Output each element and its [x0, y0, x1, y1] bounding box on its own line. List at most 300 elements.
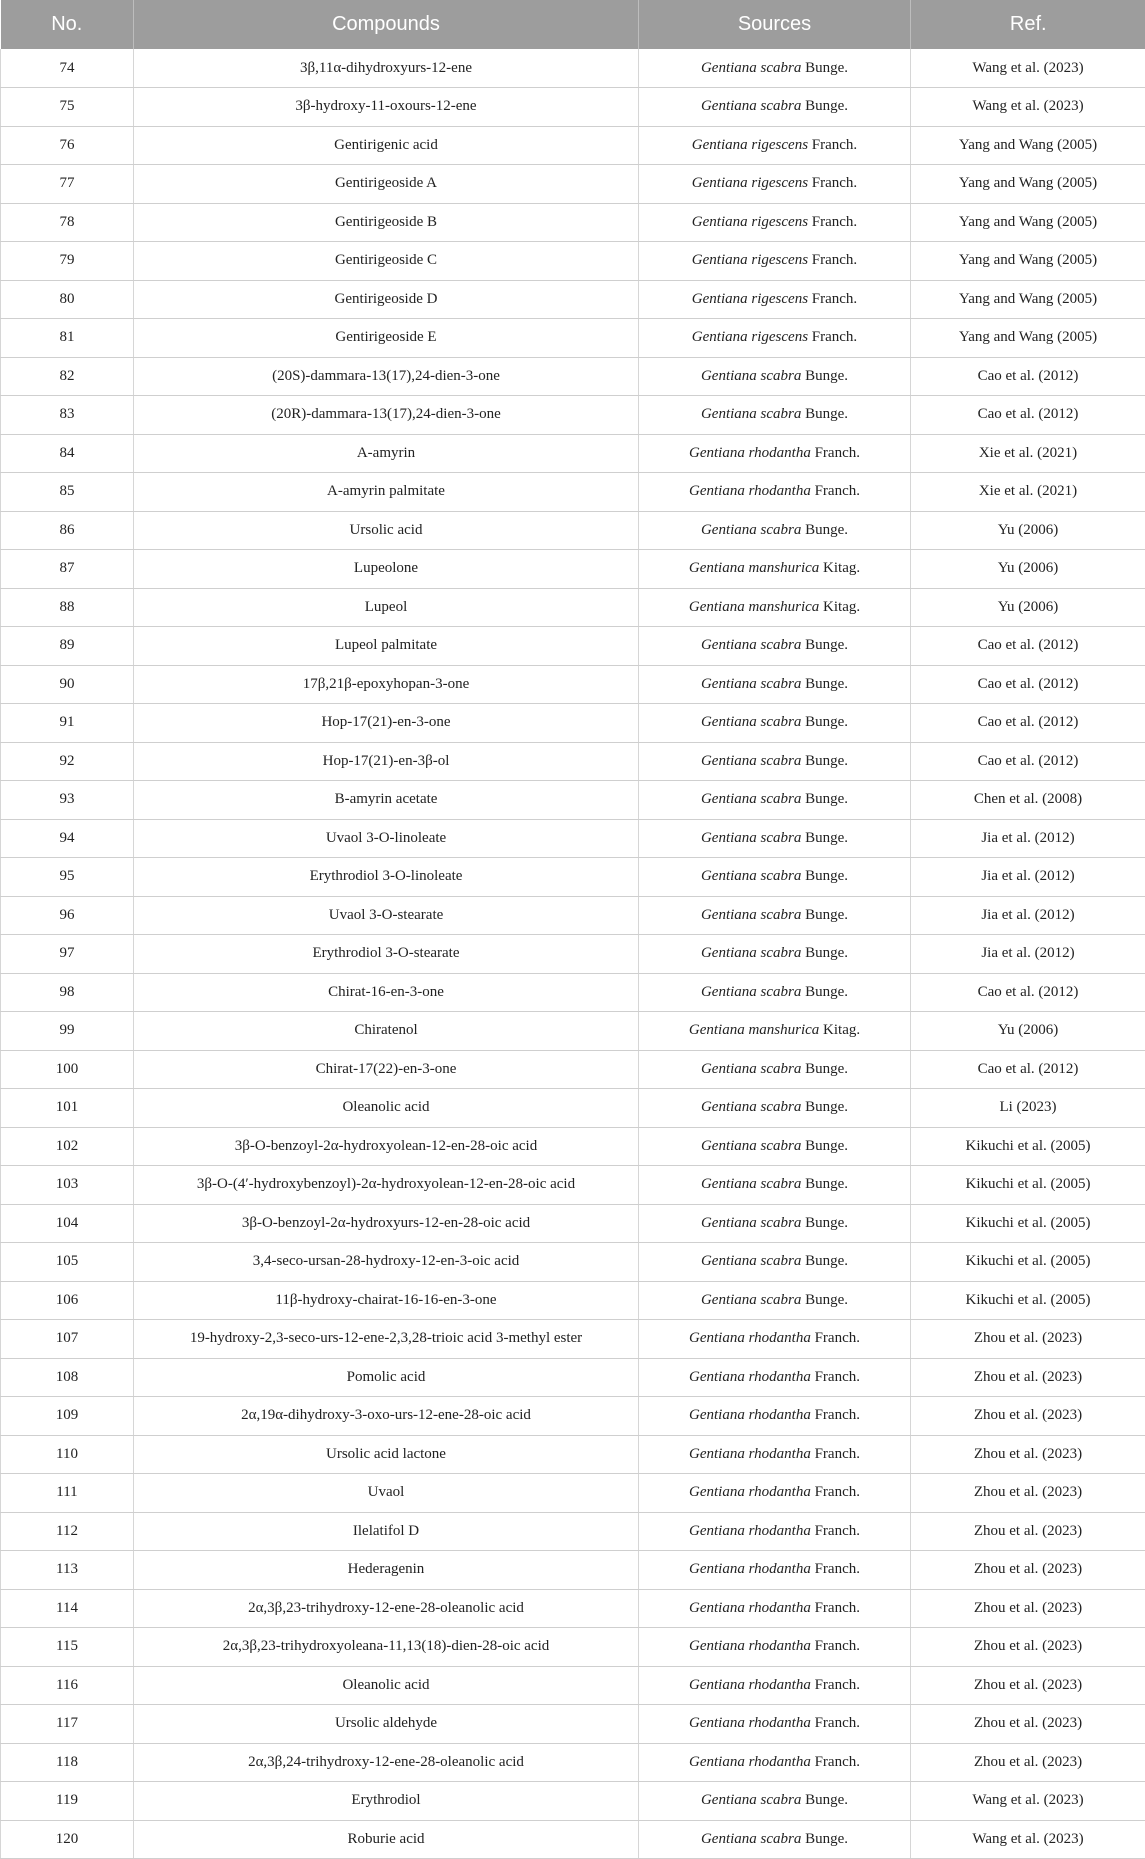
- table-row: [1, 1281, 1145, 1320]
- cell-source: [639, 126, 911, 165]
- table-row: [1, 1743, 1145, 1782]
- source-authority: Bunge.: [805, 368, 848, 384]
- source-authority: Bunge.: [805, 98, 848, 114]
- cell-no: 93: [1, 781, 134, 820]
- cell-compound: Roburie acid: [134, 1820, 639, 1859]
- source-species: Gentiana rhodantha: [689, 1715, 811, 1731]
- cell-ref: Kikuchi et al. (2005): [911, 1281, 1145, 1320]
- table-row: [1, 781, 1145, 820]
- table-row: [1, 742, 1145, 781]
- source-species: Gentiana scabra: [701, 98, 801, 114]
- cell-no: 117: [1, 1705, 134, 1744]
- cell-compound: Uvaol: [134, 1474, 639, 1513]
- cell-ref: Cao et al. (2012): [911, 1050, 1145, 1089]
- table-row: [1, 935, 1145, 974]
- cell-ref: Yang and Wang (2005): [911, 126, 1145, 165]
- cell-compound: Chiratenol: [134, 1012, 639, 1051]
- cell-compound: Hederagenin: [134, 1551, 639, 1590]
- cell-no: 111: [1, 1474, 134, 1513]
- cell-ref: Wang et al. (2023): [911, 49, 1145, 88]
- cell-source: [639, 1589, 911, 1628]
- table-row: [1, 88, 1145, 127]
- cell-compound: Gentirigeoside D: [134, 280, 639, 319]
- cell-ref: Kikuchi et al. (2005): [911, 1127, 1145, 1166]
- source-species: Gentiana rhodantha: [689, 445, 811, 461]
- cell-no: 84: [1, 434, 134, 473]
- table-row: [1, 1705, 1145, 1744]
- table-row: [1, 858, 1145, 897]
- source-species: Gentiana scabra: [701, 1792, 801, 1808]
- source-species: Gentiana scabra: [701, 368, 801, 384]
- source-species: Gentiana scabra: [701, 1215, 801, 1231]
- source-authority: Bunge.: [805, 1215, 848, 1231]
- table-row: [1, 1435, 1145, 1474]
- cell-ref: Zhou et al. (2023): [911, 1435, 1145, 1474]
- cell-compound: Gentirigeoside B: [134, 203, 639, 242]
- cell-source: [639, 280, 911, 319]
- cell-ref: Yang and Wang (2005): [911, 165, 1145, 204]
- header-sources: Sources: [639, 0, 911, 49]
- table-row: [1, 588, 1145, 627]
- cell-source: [639, 1050, 911, 1089]
- source-species: Gentiana scabra: [701, 1292, 801, 1308]
- cell-no: 113: [1, 1551, 134, 1590]
- cell-source: [639, 896, 911, 935]
- table-row: [1, 819, 1145, 858]
- cell-source: [639, 511, 911, 550]
- source-authority: Franch.: [812, 252, 857, 268]
- cell-no: 82: [1, 357, 134, 396]
- table-row: [1, 1397, 1145, 1436]
- source-species: Gentiana rigescens: [692, 175, 808, 191]
- cell-ref: Zhou et al. (2023): [911, 1512, 1145, 1551]
- source-species: Gentiana rhodantha: [689, 1523, 811, 1539]
- table-row: [1, 1204, 1145, 1243]
- cell-ref: Yu (2006): [911, 588, 1145, 627]
- cell-compound: 2α,19α-dihydroxy-3-oxo-urs-12-ene-28-oic acid: [134, 1397, 639, 1436]
- cell-ref: Zhou et al. (2023): [911, 1474, 1145, 1513]
- cell-no: 80: [1, 280, 134, 319]
- cell-no: 76: [1, 126, 134, 165]
- table-row: [1, 1782, 1145, 1821]
- cell-compound: Gentirigeoside E: [134, 319, 639, 358]
- cell-no: 114: [1, 1589, 134, 1628]
- table-row: [1, 1166, 1145, 1205]
- cell-source: [639, 781, 911, 820]
- cell-compound: Erythrodiol 3-O-stearate: [134, 935, 639, 974]
- cell-no: 118: [1, 1743, 134, 1782]
- source-authority: Bunge.: [805, 791, 848, 807]
- table-row: [1, 49, 1145, 88]
- cell-ref: Kikuchi et al. (2005): [911, 1204, 1145, 1243]
- cell-no: 75: [1, 88, 134, 127]
- table-row: [1, 473, 1145, 512]
- cell-ref: Yang and Wang (2005): [911, 280, 1145, 319]
- cell-no: 99: [1, 1012, 134, 1051]
- cell-source: [639, 550, 911, 589]
- cell-ref: Jia et al. (2012): [911, 896, 1145, 935]
- source-authority: Bunge.: [805, 868, 848, 884]
- cell-compound: B-amyrin acetate: [134, 781, 639, 820]
- source-species: Gentiana scabra: [701, 830, 801, 846]
- table-row: [1, 319, 1145, 358]
- cell-source: [639, 588, 911, 627]
- cell-no: 88: [1, 588, 134, 627]
- cell-ref: Zhou et al. (2023): [911, 1628, 1145, 1667]
- source-authority: Franch.: [815, 1523, 860, 1539]
- cell-no: 94: [1, 819, 134, 858]
- source-species: Gentiana scabra: [701, 984, 801, 1000]
- cell-no: 115: [1, 1628, 134, 1667]
- cell-ref: Yang and Wang (2005): [911, 242, 1145, 281]
- cell-compound: 11β-hydroxy-chairat-16-16-en-3-one: [134, 1281, 639, 1320]
- source-authority: Franch.: [815, 1369, 860, 1385]
- cell-source: [639, 1320, 911, 1359]
- source-species: Gentiana scabra: [701, 791, 801, 807]
- source-species: Gentiana manshurica: [689, 560, 819, 576]
- header-ref: Ref.: [911, 0, 1145, 49]
- cell-source: [639, 1281, 911, 1320]
- cell-compound: 3β,11α-dihydroxyurs-12-ene: [134, 49, 639, 88]
- source-authority: Franch.: [815, 1638, 860, 1654]
- cell-ref: Zhou et al. (2023): [911, 1589, 1145, 1628]
- cell-no: 107: [1, 1320, 134, 1359]
- cell-source: [639, 858, 911, 897]
- cell-ref: Zhou et al. (2023): [911, 1397, 1145, 1436]
- cell-no: 105: [1, 1243, 134, 1282]
- source-authority: Franch.: [815, 1330, 860, 1346]
- cell-ref: Zhou et al. (2023): [911, 1320, 1145, 1359]
- cell-source: [639, 1782, 911, 1821]
- source-authority: Franch.: [815, 1754, 860, 1770]
- table-row: [1, 1589, 1145, 1628]
- cell-no: 86: [1, 511, 134, 550]
- cell-no: 103: [1, 1166, 134, 1205]
- cell-source: [639, 319, 911, 358]
- cell-no: 85: [1, 473, 134, 512]
- cell-ref: Jia et al. (2012): [911, 819, 1145, 858]
- cell-ref: Jia et al. (2012): [911, 858, 1145, 897]
- table-row: [1, 1551, 1145, 1590]
- cell-ref: Yang and Wang (2005): [911, 319, 1145, 358]
- cell-no: 77: [1, 165, 134, 204]
- source-species: Gentiana scabra: [701, 1061, 801, 1077]
- cell-source: [639, 242, 911, 281]
- source-species: Gentiana rhodantha: [689, 483, 811, 499]
- table-row: [1, 1512, 1145, 1551]
- source-species: Gentiana scabra: [701, 60, 801, 76]
- cell-compound: Gentirigeoside A: [134, 165, 639, 204]
- table-row: [1, 1628, 1145, 1667]
- cell-ref: Yu (2006): [911, 550, 1145, 589]
- cell-compound: Gentirigeoside C: [134, 242, 639, 281]
- header-no: No.: [1, 0, 134, 49]
- cell-no: 79: [1, 242, 134, 281]
- source-authority: Bunge.: [805, 1792, 848, 1808]
- cell-no: 74: [1, 49, 134, 88]
- cell-ref: Chen et al. (2008): [911, 781, 1145, 820]
- cell-compound: Uvaol 3-O-linoleate: [134, 819, 639, 858]
- source-authority: Bunge.: [805, 907, 848, 923]
- cell-ref: Zhou et al. (2023): [911, 1743, 1145, 1782]
- cell-compound: 17β,21β-epoxyhopan-3-one: [134, 665, 639, 704]
- source-authority: Bunge.: [805, 522, 848, 538]
- cell-compound: Chirat-16-en-3-one: [134, 973, 639, 1012]
- cell-compound: Ilelatifol D: [134, 1512, 639, 1551]
- cell-no: 116: [1, 1666, 134, 1705]
- cell-ref: Jia et al. (2012): [911, 935, 1145, 974]
- cell-ref: Yu (2006): [911, 511, 1145, 550]
- source-authority: Franch.: [812, 137, 857, 153]
- cell-source: [639, 1243, 911, 1282]
- source-authority: Bunge.: [805, 714, 848, 730]
- cell-compound: Ursolic aldehyde: [134, 1705, 639, 1744]
- source-authority: Bunge.: [805, 676, 848, 692]
- cell-compound: Hop-17(21)-en-3-one: [134, 704, 639, 743]
- source-species: Gentiana rhodantha: [689, 1330, 811, 1346]
- cell-source: [639, 1089, 911, 1128]
- source-authority: Franch.: [815, 1715, 860, 1731]
- cell-source: [639, 1512, 911, 1551]
- source-species: Gentiana manshurica: [689, 599, 819, 615]
- source-species: Gentiana rigescens: [692, 329, 808, 345]
- source-species: Gentiana rigescens: [692, 291, 808, 307]
- cell-compound: 2α,3β,23-trihydroxyoleana-11,13(18)-dien-28-oic acid: [134, 1628, 639, 1667]
- source-species: Gentiana scabra: [701, 1176, 801, 1192]
- source-authority: Franch.: [815, 1446, 860, 1462]
- cell-compound: 3β-O-benzoyl-2α-hydroxyurs-12-en-28-oic acid: [134, 1204, 639, 1243]
- cell-source: [639, 473, 911, 512]
- cell-source: [639, 1705, 911, 1744]
- cell-compound: Gentirigenic acid: [134, 126, 639, 165]
- source-species: Gentiana scabra: [701, 522, 801, 538]
- source-authority: Franch.: [815, 1484, 860, 1500]
- cell-compound: A-amyrin: [134, 434, 639, 473]
- cell-source: [639, 1474, 911, 1513]
- cell-no: 95: [1, 858, 134, 897]
- source-species: Gentiana scabra: [701, 406, 801, 422]
- cell-source: [639, 1435, 911, 1474]
- cell-source: [639, 203, 911, 242]
- cell-source: [639, 165, 911, 204]
- cell-source: [639, 357, 911, 396]
- cell-compound: Erythrodiol: [134, 1782, 639, 1821]
- cell-no: 109: [1, 1397, 134, 1436]
- table-row: [1, 627, 1145, 666]
- cell-no: 101: [1, 1089, 134, 1128]
- source-species: Gentiana scabra: [701, 753, 801, 769]
- table-row: [1, 1474, 1145, 1513]
- source-species: Gentiana rhodantha: [689, 1484, 811, 1500]
- cell-source: [639, 1666, 911, 1705]
- cell-compound: 3,4-seco-ursan-28-hydroxy-12-en-3-oic acid: [134, 1243, 639, 1282]
- cell-compound: Ursolic acid lactone: [134, 1435, 639, 1474]
- cell-compound: A-amyrin palmitate: [134, 473, 639, 512]
- source-authority: Bunge.: [805, 1099, 848, 1115]
- source-authority: Franch.: [815, 1561, 860, 1577]
- cell-ref: Kikuchi et al. (2005): [911, 1243, 1145, 1282]
- cell-compound: 2α,3β,24-trihydroxy-12-ene-28-oleanolic acid: [134, 1743, 639, 1782]
- cell-source: [639, 1204, 911, 1243]
- cell-no: 97: [1, 935, 134, 974]
- source-authority: Franch.: [815, 1407, 860, 1423]
- cell-compound: Hop-17(21)-en-3β-ol: [134, 742, 639, 781]
- source-species: Gentiana scabra: [701, 676, 801, 692]
- table-row: [1, 665, 1145, 704]
- table-row: [1, 1127, 1145, 1166]
- cell-source: [639, 1358, 911, 1397]
- cell-ref: Kikuchi et al. (2005): [911, 1166, 1145, 1205]
- cell-source: [639, 396, 911, 435]
- cell-compound: Chirat-17(22)-en-3-one: [134, 1050, 639, 1089]
- table-row: [1, 1012, 1145, 1051]
- table-row: [1, 1243, 1145, 1282]
- cell-no: 110: [1, 1435, 134, 1474]
- table-row: [1, 896, 1145, 935]
- cell-source: [639, 665, 911, 704]
- cell-no: 98: [1, 973, 134, 1012]
- cell-source: [639, 627, 911, 666]
- source-authority: Bunge.: [805, 753, 848, 769]
- cell-source: [639, 742, 911, 781]
- source-species: Gentiana scabra: [701, 945, 801, 961]
- table-row: [1, 242, 1145, 281]
- source-species: Gentiana rigescens: [692, 252, 808, 268]
- cell-compound: Oleanolic acid: [134, 1089, 639, 1128]
- cell-no: 96: [1, 896, 134, 935]
- cell-source: [639, 1127, 911, 1166]
- table-row: [1, 434, 1145, 473]
- table-body: [1, 49, 1145, 1859]
- table-row: [1, 1358, 1145, 1397]
- source-species: Gentiana scabra: [701, 1138, 801, 1154]
- cell-no: 78: [1, 203, 134, 242]
- cell-compound: Uvaol 3-O-stearate: [134, 896, 639, 935]
- cell-source: [639, 1166, 911, 1205]
- source-species: Gentiana rigescens: [692, 214, 808, 230]
- source-authority: Franch.: [815, 1677, 860, 1693]
- cell-source: [639, 1628, 911, 1667]
- cell-no: 119: [1, 1782, 134, 1821]
- table-row: [1, 165, 1145, 204]
- source-authority: Bunge.: [805, 1138, 848, 1154]
- source-authority: Bunge.: [805, 984, 848, 1000]
- cell-ref: Cao et al. (2012): [911, 742, 1145, 781]
- source-species: Gentiana scabra: [701, 907, 801, 923]
- table-row: [1, 1666, 1145, 1705]
- table-row: [1, 973, 1145, 1012]
- cell-ref: Xie et al. (2021): [911, 473, 1145, 512]
- source-species: Gentiana rhodantha: [689, 1369, 811, 1385]
- table-header: [1, 0, 1145, 49]
- table-row: [1, 511, 1145, 550]
- cell-compound: Erythrodiol 3-O-linoleate: [134, 858, 639, 897]
- cell-no: 87: [1, 550, 134, 589]
- source-authority: Franch.: [815, 483, 860, 499]
- source-species: Gentiana scabra: [701, 637, 801, 653]
- source-authority: Bunge.: [805, 1292, 848, 1308]
- source-authority: Bunge.: [805, 830, 848, 846]
- cell-ref: Cao et al. (2012): [911, 627, 1145, 666]
- source-authority: Bunge.: [805, 1831, 848, 1847]
- cell-no: 100: [1, 1050, 134, 1089]
- table-row: [1, 357, 1145, 396]
- cell-compound: Lupeolone: [134, 550, 639, 589]
- table-row: [1, 126, 1145, 165]
- cell-compound: Lupeol palmitate: [134, 627, 639, 666]
- cell-compound: Pomolic acid: [134, 1358, 639, 1397]
- cell-ref: Xie et al. (2021): [911, 434, 1145, 473]
- source-authority: Bunge.: [805, 406, 848, 422]
- cell-compound: 3β-O-benzoyl-2α-hydroxyolean-12-en-28-oic acid: [134, 1127, 639, 1166]
- cell-ref: Wang et al. (2023): [911, 1820, 1145, 1859]
- source-species: Gentiana manshurica: [689, 1022, 819, 1038]
- source-authority: Bunge.: [805, 1253, 848, 1269]
- source-authority: Kitag.: [823, 599, 860, 615]
- cell-no: 92: [1, 742, 134, 781]
- cell-ref: Li (2023): [911, 1089, 1145, 1128]
- source-species: Gentiana rhodantha: [689, 1600, 811, 1616]
- source-species: Gentiana rhodantha: [689, 1754, 811, 1770]
- source-authority: Bunge.: [805, 60, 848, 76]
- source-authority: Franch.: [815, 445, 860, 461]
- source-authority: Kitag.: [823, 1022, 860, 1038]
- cell-compound: Ursolic acid: [134, 511, 639, 550]
- source-species: Gentiana scabra: [701, 1253, 801, 1269]
- cell-ref: Wang et al. (2023): [911, 88, 1145, 127]
- cell-source: [639, 1397, 911, 1436]
- table-row: [1, 550, 1145, 589]
- cell-ref: Zhou et al. (2023): [911, 1551, 1145, 1590]
- cell-compound: (20R)-dammara-13(17),24-dien-3-one: [134, 396, 639, 435]
- cell-ref: Cao et al. (2012): [911, 704, 1145, 743]
- cell-source: [639, 88, 911, 127]
- source-species: Gentiana rhodantha: [689, 1407, 811, 1423]
- cell-ref: Cao et al. (2012): [911, 396, 1145, 435]
- source-authority: Franch.: [815, 1600, 860, 1616]
- source-authority: Bunge.: [805, 1061, 848, 1077]
- cell-ref: Zhou et al. (2023): [911, 1666, 1145, 1705]
- table-row: [1, 1820, 1145, 1859]
- source-species: Gentiana scabra: [701, 714, 801, 730]
- cell-source: [639, 935, 911, 974]
- source-authority: Bunge.: [805, 1176, 848, 1192]
- header-compounds: Compounds: [134, 0, 639, 49]
- cell-ref: Zhou et al. (2023): [911, 1358, 1145, 1397]
- cell-source: [639, 1012, 911, 1051]
- cell-source: [639, 704, 911, 743]
- cell-source: [639, 819, 911, 858]
- cell-ref: Cao et al. (2012): [911, 357, 1145, 396]
- cell-compound: Lupeol: [134, 588, 639, 627]
- source-species: Gentiana rhodantha: [689, 1561, 811, 1577]
- source-species: Gentiana rhodantha: [689, 1677, 811, 1693]
- source-authority: Bunge.: [805, 637, 848, 653]
- cell-ref: Wang et al. (2023): [911, 1782, 1145, 1821]
- cell-no: 90: [1, 665, 134, 704]
- cell-no: 102: [1, 1127, 134, 1166]
- cell-no: 112: [1, 1512, 134, 1551]
- cell-compound: Oleanolic acid: [134, 1666, 639, 1705]
- cell-source: [639, 973, 911, 1012]
- cell-compound: 2α,3β,23-trihydroxy-12-ene-28-oleanolic acid: [134, 1589, 639, 1628]
- cell-compound: 19-hydroxy-2,3-seco-urs-12-ene-2,3,28-trioic acid 3-methyl ester: [134, 1320, 639, 1359]
- source-authority: Franch.: [812, 291, 857, 307]
- source-authority: Kitag.: [823, 560, 860, 576]
- cell-ref: Yang and Wang (2005): [911, 203, 1145, 242]
- header-row: [1, 0, 1145, 49]
- table-row: [1, 396, 1145, 435]
